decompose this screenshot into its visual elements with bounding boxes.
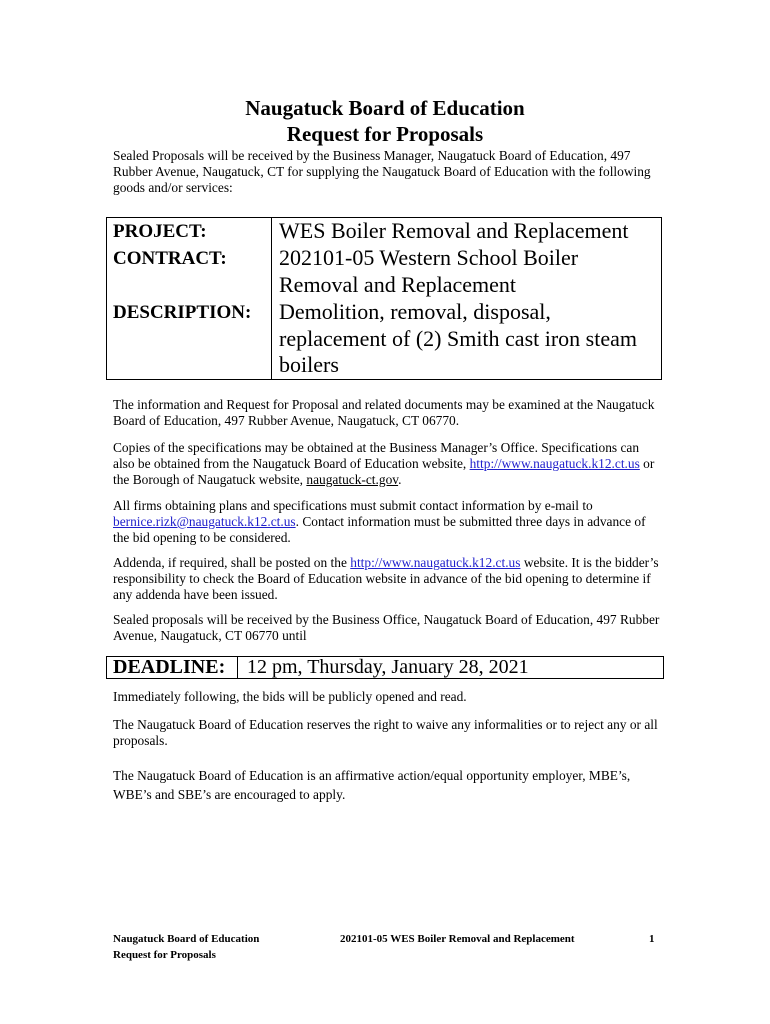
footer-doc-type: Request for Proposals [113, 949, 216, 961]
footer-contract: 202101-05 WES Boiler Removal and Replacement [340, 933, 575, 945]
footer-left [113, 931, 259, 963]
table-divider [271, 218, 272, 379]
info-paragraph: The information and Request for Proposal and related documents may be examined at the Naugatuck Board of Education, 497 Rubber Avenue, Naugatuck, CT 06770. [113, 397, 655, 428]
description-value: Demolition, removal, disposal, replacement of (2) Smith cast iron steam boilers [279, 299, 637, 377]
project-table [106, 217, 662, 380]
deadline-box [106, 656, 664, 679]
firms-text: All firms obtaining plans and specifications must submit contact information by e-mail to [113, 498, 593, 513]
reserve-paragraph: The Naugatuck Board of Education reserves the right to waive any informalities or to reject any or all proposals. [113, 717, 658, 748]
footer-org: Naugatuck Board of Education [113, 933, 260, 945]
project-value: WES Boiler Removal and Replacement [279, 218, 629, 243]
contract-value: 202101-05 Western School Boiler Removal and Replacement [279, 245, 579, 297]
intro-paragraph: Sealed Proposals will be received by the Business Manager, Naugatuck Board of Education, 497 Rubber Avenue, Naugatuck, CT for supplying the Naugatuck Board of Education with the following goods and/or services: [113, 148, 651, 195]
firms-text-end: . Contact information must be submitted three days in advance of the bid opening to be considered. [113, 514, 646, 545]
addenda-text-end: website. It is the bidder’s responsibility to check the Board of Education website in advance of the bid opening to determine if any addenda have been issued. [113, 555, 659, 602]
contract-label: CONTRACT: [113, 248, 227, 269]
description-label: DESCRIPTION: [113, 302, 252, 323]
deadline-divider [237, 657, 238, 678]
firms-paragraph [113, 498, 663, 546]
eeo-paragraph: The Naugatuck Board of Education is an affirmative action/equal opportunity employer, MBE’s, WBE’s and SBE’s are encouraged to apply. [113, 768, 631, 802]
project-label: PROJECT: [113, 221, 207, 242]
copies-text-end: . [398, 472, 402, 487]
addenda-website-link[interactable]: http://www.naugatuck.k12.ct.us [350, 555, 521, 570]
page-number: 1 [649, 933, 655, 945]
copies-text: Copies of the specifications may be obtained at the Business Manager’s Office. Specifications can also be obtained from the Naugatuck Board of Education website, [113, 440, 640, 471]
contact-email-link[interactable]: bernice.rizk@naugatuck.k12.ct.us [113, 514, 296, 529]
copies-paragraph [113, 440, 663, 488]
deadline-value: 12 pm, Thursday, January 28, 2021 [247, 656, 529, 678]
sealed-paragraph: Sealed proposals will be received by the Business Office, Naugatuck Board of Education, 497 Rubber Avenue, Naugatuck, CT 06770 until [113, 612, 660, 643]
borough-website-link[interactable]: naugatuck-ct.gov [306, 472, 399, 487]
copies-text-middle: or the Borough of Naugatuck website, [113, 456, 655, 487]
addenda-text: Addenda, if required, shall be posted on the [113, 555, 351, 570]
deadline-label: DEADLINE: [113, 656, 226, 678]
page-subtitle: Request for Proposals [286, 122, 484, 146]
addenda-paragraph [113, 555, 663, 603]
page-title: Naugatuck Board of Education [245, 96, 525, 120]
opening-paragraph: Immediately following, the bids will be publicly opened and read. [113, 689, 467, 704]
board-website-link[interactable]: http://www.naugatuck.k12.ct.us [469, 456, 640, 471]
